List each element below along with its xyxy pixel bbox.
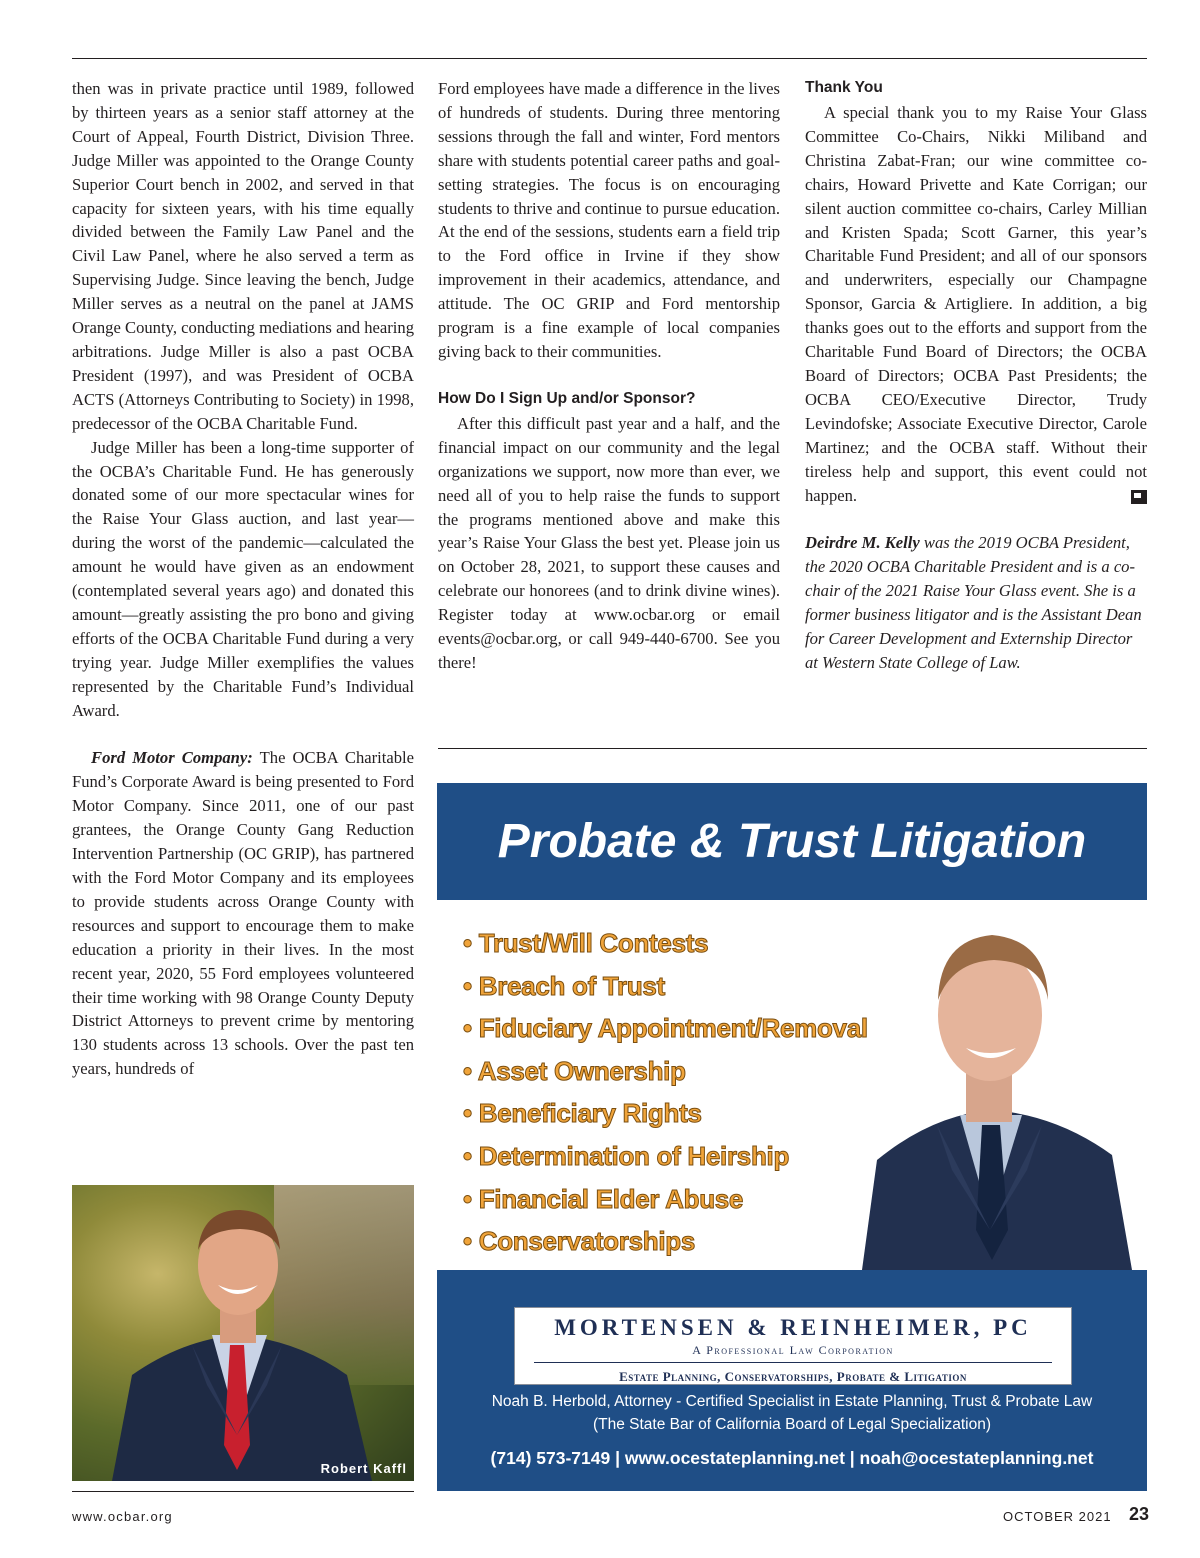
ad-service-item: • Asset Ownership bbox=[463, 1055, 686, 1086]
ad-service-item: • Financial Elder Abuse bbox=[463, 1183, 744, 1214]
firm-subtitle: A Professional Law Corporation bbox=[692, 1343, 894, 1357]
footer-date: OCTOBER 2021 bbox=[1003, 1509, 1112, 1524]
ad-title: Probate & Trust Litigation bbox=[497, 815, 1087, 868]
col1-paragraph-2: Judge Miller has been a long-time supporter of the OCBA’s Charitable Fund. He has generously donated some of our more spectacular wines for the Raise Your Glass auction, and last year—during the worst of the pandemic—calculated the amount he would have given as an endowment (contemplated several years ago) and donated this amount—greatly assisting the pro bono and giving efforts of the OCBA Charitable Fund during a very trying year. Judge Miller exemplifies the values represented by the Charitable Fund’s Individual Award. bbox=[72, 437, 414, 720]
col2-paragraph-1: Ford employees have made a difference in the lives of hundreds of students. During three mentoring sessions through the fall and winter, Ford mentors share with students potential career paths and goal-setting strategies. The focus is on encouraging students to thrive and continue to pursue education. At the end of the sessions, students earn a field trip to the Ford office in Irvine if they show improvement in their academics, attendance, and attitude. The OC GRIP and Ford mentorship program is a fine example of local companies giving back to their communities. bbox=[438, 79, 780, 361]
col1-bottom-rule bbox=[72, 1491, 414, 1492]
contact-line: (714) 573-7149 | www.ocestateplanning.net | noah@ocestateplanning.net bbox=[490, 1448, 1094, 1468]
signup-heading: How Do I Sign Up and/or Sponsor? bbox=[438, 389, 696, 407]
col3-paragraph-1 bbox=[805, 101, 1147, 507]
thank-you-heading: Thank You bbox=[805, 79, 883, 96]
attorney-portrait bbox=[842, 900, 1147, 1270]
column-2 bbox=[438, 77, 780, 675]
ad-services-list bbox=[463, 922, 868, 1263]
portrait-photo bbox=[72, 1185, 414, 1481]
end-mark-icon bbox=[1131, 490, 1147, 504]
author-bio bbox=[805, 531, 1147, 674]
thank-you-text: A special thank you to my Raise Your Glass Committee Co-Chairs, Nikki Miliband and Christina Zabat-Fran; our wine committee co-chairs, Howard Privette and Kate Corrigan; our silent auction committee co-chairs, Carley Millian and Kristen Spada; Scott Garner, this year’s Charitable Fund President; and all of our sponsors and underwriters, especially our Champagne Sponsor, Garcia & Artigliere. In addition, a big thanks goes out to the efforts and support from the Charitable Fund Board of Directors; the OCBA Board of Directors; OCBA Past Presidents; the OCBA CEO/Executive Director, Trudy Levindofske; Associate Executive Director, Carole Martinez; and the OCBA staff. Without their tireless help and support, this event could not happen. bbox=[805, 103, 1147, 505]
author-name: Deirdre M. Kelly bbox=[805, 533, 920, 553]
ford-text: The OCBA Charitable Fund’s Corporate Award is being presented to Ford Motor Company. Since 2011, one of our past grantees, the Orange County Gang Reduction Intervention Partnership (OC GRIP), has partnered with the Ford Motor Company and its employees to provide students across Orange County with resources and support to encourage them to make education a priority in their lives. In the most recent year, 2020, 55 Ford employees volunteered their time working with 98 Orange County Deputy District Attorneys to prevent crime by mentoring 130 students across 13 schools. Over the past ten years, hundreds of bbox=[72, 748, 414, 1079]
author-bio-text: was the 2019 OCBA President, the 2020 OCBA Charitable President and is a co-chair of the 2021 Raise Your Glass event. She is a former business litigator and is the Assistant Dean for Career Development and Externship Director at Western State College of Law. bbox=[805, 533, 1142, 672]
col1-paragraph-3 bbox=[72, 746, 414, 1081]
photo-caption: Robert Kaffl bbox=[320, 1461, 407, 1476]
top-rule bbox=[72, 58, 1147, 59]
firm-logo-box bbox=[514, 1307, 1072, 1385]
firm-tagline: Estate Planning, Conservatorships, Probate & Litigation bbox=[619, 1369, 967, 1384]
specialization-line: (The State Bar of California Board of Legal Specialization) bbox=[592, 1416, 992, 1433]
ad-service-item: • Determination of Heirship bbox=[463, 1140, 790, 1171]
probate-ad bbox=[437, 783, 1147, 1491]
ad-service-item: • Fiduciary Appointment/Removal bbox=[463, 1013, 868, 1044]
ad-service-item: • Breach of Trust bbox=[463, 970, 665, 1001]
ad-top-rule bbox=[438, 748, 1147, 749]
column-3 bbox=[805, 77, 1147, 675]
ford-lead: Ford Motor Company: bbox=[91, 748, 253, 768]
ad-services-panel bbox=[437, 900, 1147, 1270]
ad-service-item: • Trust/Will Contests bbox=[463, 928, 709, 958]
ad-service-item: • Conservatorships bbox=[463, 1226, 695, 1257]
firm-divider bbox=[534, 1362, 1052, 1363]
column-1 bbox=[72, 77, 414, 1081]
attorney-line: Noah B. Herbold, Attorney - Certified Specialist in Estate Planning, Trust & Probate Law bbox=[491, 1393, 1093, 1410]
firm-name: MORTENSEN & REINHEIMER, PC bbox=[554, 1315, 1032, 1340]
ad-service-item: • Beneficiary Rights bbox=[463, 1098, 702, 1129]
col1-paragraph-1: then was in private practice until 1989, followed by thirteen years as a senior staff attorney at the Court of Appeal, Fourth District, Division Three. Judge Miller was appointed to the Orange County Superior Court bench in 2002, and served in that capacity for sixteen years, with his time equally divided between the Family Law Panel and the Civil Law Panel, where he also served a term as Supervising Judge. Since leaving the bench, Judge Miller serves as a neutral on the panel at JAMS Orange County, conducting mediations and hearing arbitrations. Judge Miller is also a past OCBA President (1997), and was President of OCBA ACTS (Attorneys Contributing to Society) in 1998, predecessor of the OCBA Charitable Fund. bbox=[72, 79, 414, 433]
person-illustration bbox=[72, 1185, 414, 1481]
page-number: 23 bbox=[1129, 1504, 1150, 1524]
col2-paragraph-2: After this difficult past year and a half, and the financial impact on our community and the legal organizations we support, now more than ever, we need all of you to help raise the funds to support the programs mentioned above and make this year’s Raise Your Glass the best yet. Please join us on October 28, 2021, to support these causes and celebrate our honorees (and to drink divine wines). Register today at www.ocbar.org or email events@ocbar.org, or call 949-440-6700. See you there! bbox=[438, 413, 780, 672]
footer-website: www.ocbar.org bbox=[72, 1509, 173, 1524]
